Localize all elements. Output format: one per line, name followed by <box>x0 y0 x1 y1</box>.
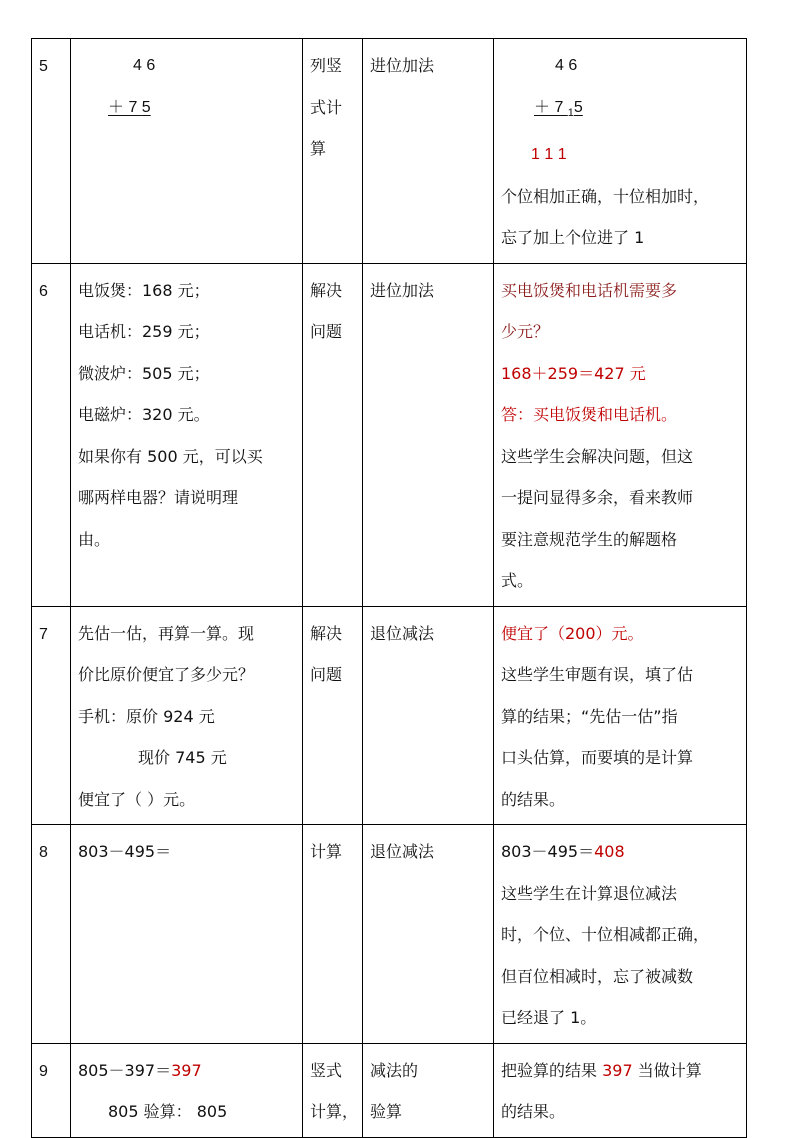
question-cell: 先估一估，再算一算。现 价比原价便宜了多少元？ 手机：原价 924 元 现价 745 元 便宜了（ ）元。 <box>71 606 303 825</box>
row-number: 8 <box>32 825 71 1044</box>
error-analysis-table <box>31 38 747 1138</box>
question-cell: 4 6 ＋ 7 5 <box>71 39 303 264</box>
table-row <box>32 39 747 264</box>
analysis-cell: 803－495＝408 这些学生在计算退位减法 时，个位、十位相减都正确， 但百位相减时，忘了被减数 已经退了 1。 <box>494 825 747 1044</box>
knowledge-cell: 退位减法 <box>363 825 494 1044</box>
analysis-cell: 便宜了（200）元。 这些学生审题有误，填了估 算的结果；“先估一估”指 口头估算，而要填的是计算 的结果。 <box>494 606 747 825</box>
analysis-cell: 4 6 ＋ 7 $_1$5 1 1 1 个位相加正确，十位相加时， 忘了加上个位进了 1 <box>494 39 747 264</box>
question-type-cell: 解决 问题 <box>303 263 363 606</box>
question-type-cell: 竖式 计算， <box>303 1043 363 1137</box>
row-number: 7 <box>32 606 71 825</box>
analysis-cell: 把验算的结果 397 当做计算 的结果。 <box>494 1043 747 1137</box>
table-row <box>32 606 747 825</box>
question-cell: 电饭煲：168 元； 电话机：259 元； 微波炉：505 元； 电磁炉：320 元。 如果你有 500 元，可以买 哪两样电器？请说明理 由。 <box>71 263 303 606</box>
question-type-cell: 解决 问题 <box>303 606 363 825</box>
analysis-cell: 买电饭煲和电话机需要多 少元？ 168＋259＝427 元 答：买电饭煲和电话机。 这些学生会解决问题，但这 一提问显得多余，看来教师 要注意规范学生的解题格 式。 <box>494 263 747 606</box>
question-cell: 803－495＝ <box>71 825 303 1044</box>
table-row <box>32 825 747 1044</box>
question-cell: 805－397＝397 805 验算： 805 <box>71 1043 303 1137</box>
knowledge-cell: 减法的 验算 <box>363 1043 494 1137</box>
question-type-cell: 列竖 式计 算 <box>303 39 363 264</box>
knowledge-cell: 退位减法 <box>363 606 494 825</box>
question-type-cell: 计算 <box>303 825 363 1044</box>
table-row <box>32 263 747 606</box>
row-number: 9 <box>32 1043 71 1137</box>
knowledge-cell: 进位加法 <box>363 39 494 264</box>
knowledge-cell: 进位加法 <box>363 263 494 606</box>
row-number: 5 <box>32 39 71 264</box>
row-number: 6 <box>32 263 71 606</box>
